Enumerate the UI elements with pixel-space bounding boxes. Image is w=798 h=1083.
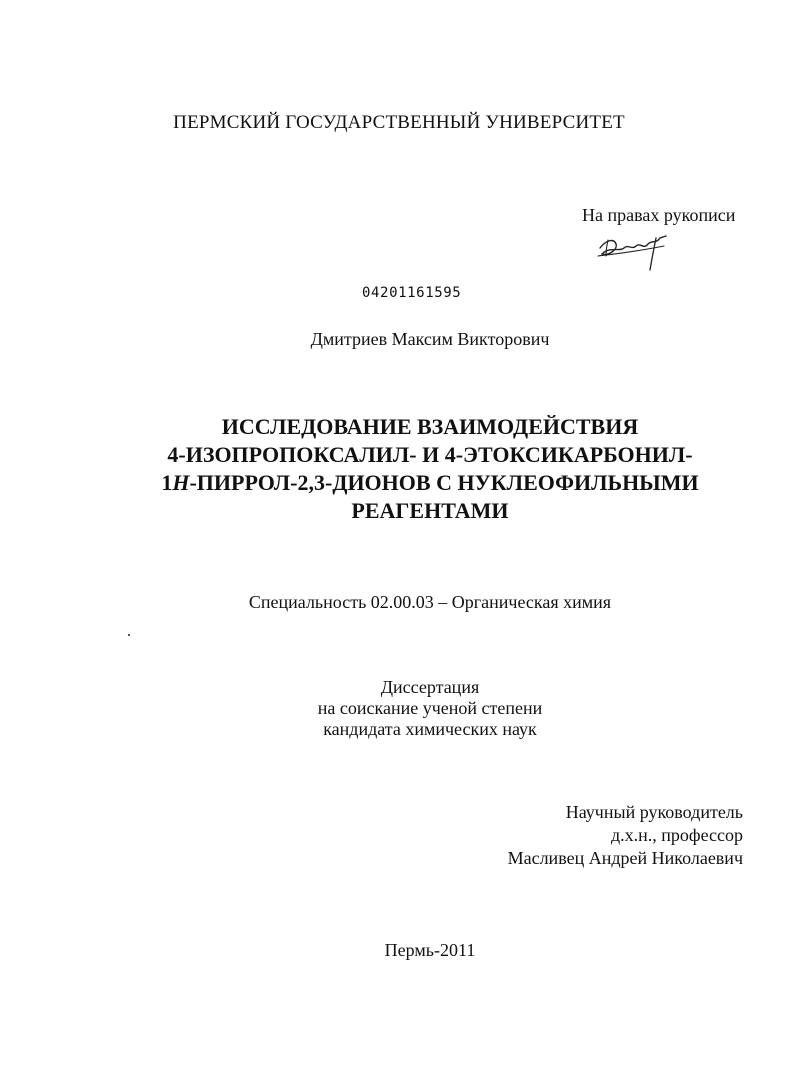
specialty: Специальность 02.00.03 – Органическая химия [248,592,612,612]
title-line-4: РЕАГЕНТАМИ [351,498,509,523]
title-line-3-rest: -ПИРРОЛ-2,3-ДИОНОВ С НУКЛЕОФИЛЬНЫМИ [189,470,699,495]
title-line-3-italic: H [172,470,190,495]
dissertation-line-3: кандидата химических наук [323,719,537,739]
manuscript-rights-note: На правах рукописи [582,205,736,225]
title-line-1: ИССЛЕДОВАНИЕ ВЗАИМОДЕЙСТВИЯ [221,414,639,439]
city-year: Пермь-2011 [384,940,476,960]
dissertation-line-1: Диссертация [380,677,480,697]
dissertation-degree-block [0,677,798,740]
supervisor-degree: д.х.н., профессор [610,825,743,845]
title-line-2: 4-ИЗОПРОПОКСАЛИЛ- И 4-ЭТОКСИКАРБОНИЛ- [167,442,693,467]
supervisor-block [508,801,743,870]
university-name: ПЕРМСКИЙ ГОСУДАРСТВЕННЫЙ УНИВЕРСИТЕТ [173,112,625,133]
dissertation-line-2: на соискание ученой степени [317,698,543,718]
scan-speck [128,634,130,636]
author-name: Дмитриев Максим Викторович [310,329,550,349]
author-signature [594,226,672,274]
dissertation-title [0,413,798,525]
document-code: 04201161595 [362,285,462,301]
supervisor-role: Научный руководитель [565,802,743,822]
title-line-3-prefix: 1 [161,470,173,495]
supervisor-name: Масливец Андрей Николаевич [507,848,743,868]
title-line-3 [0,469,798,497]
